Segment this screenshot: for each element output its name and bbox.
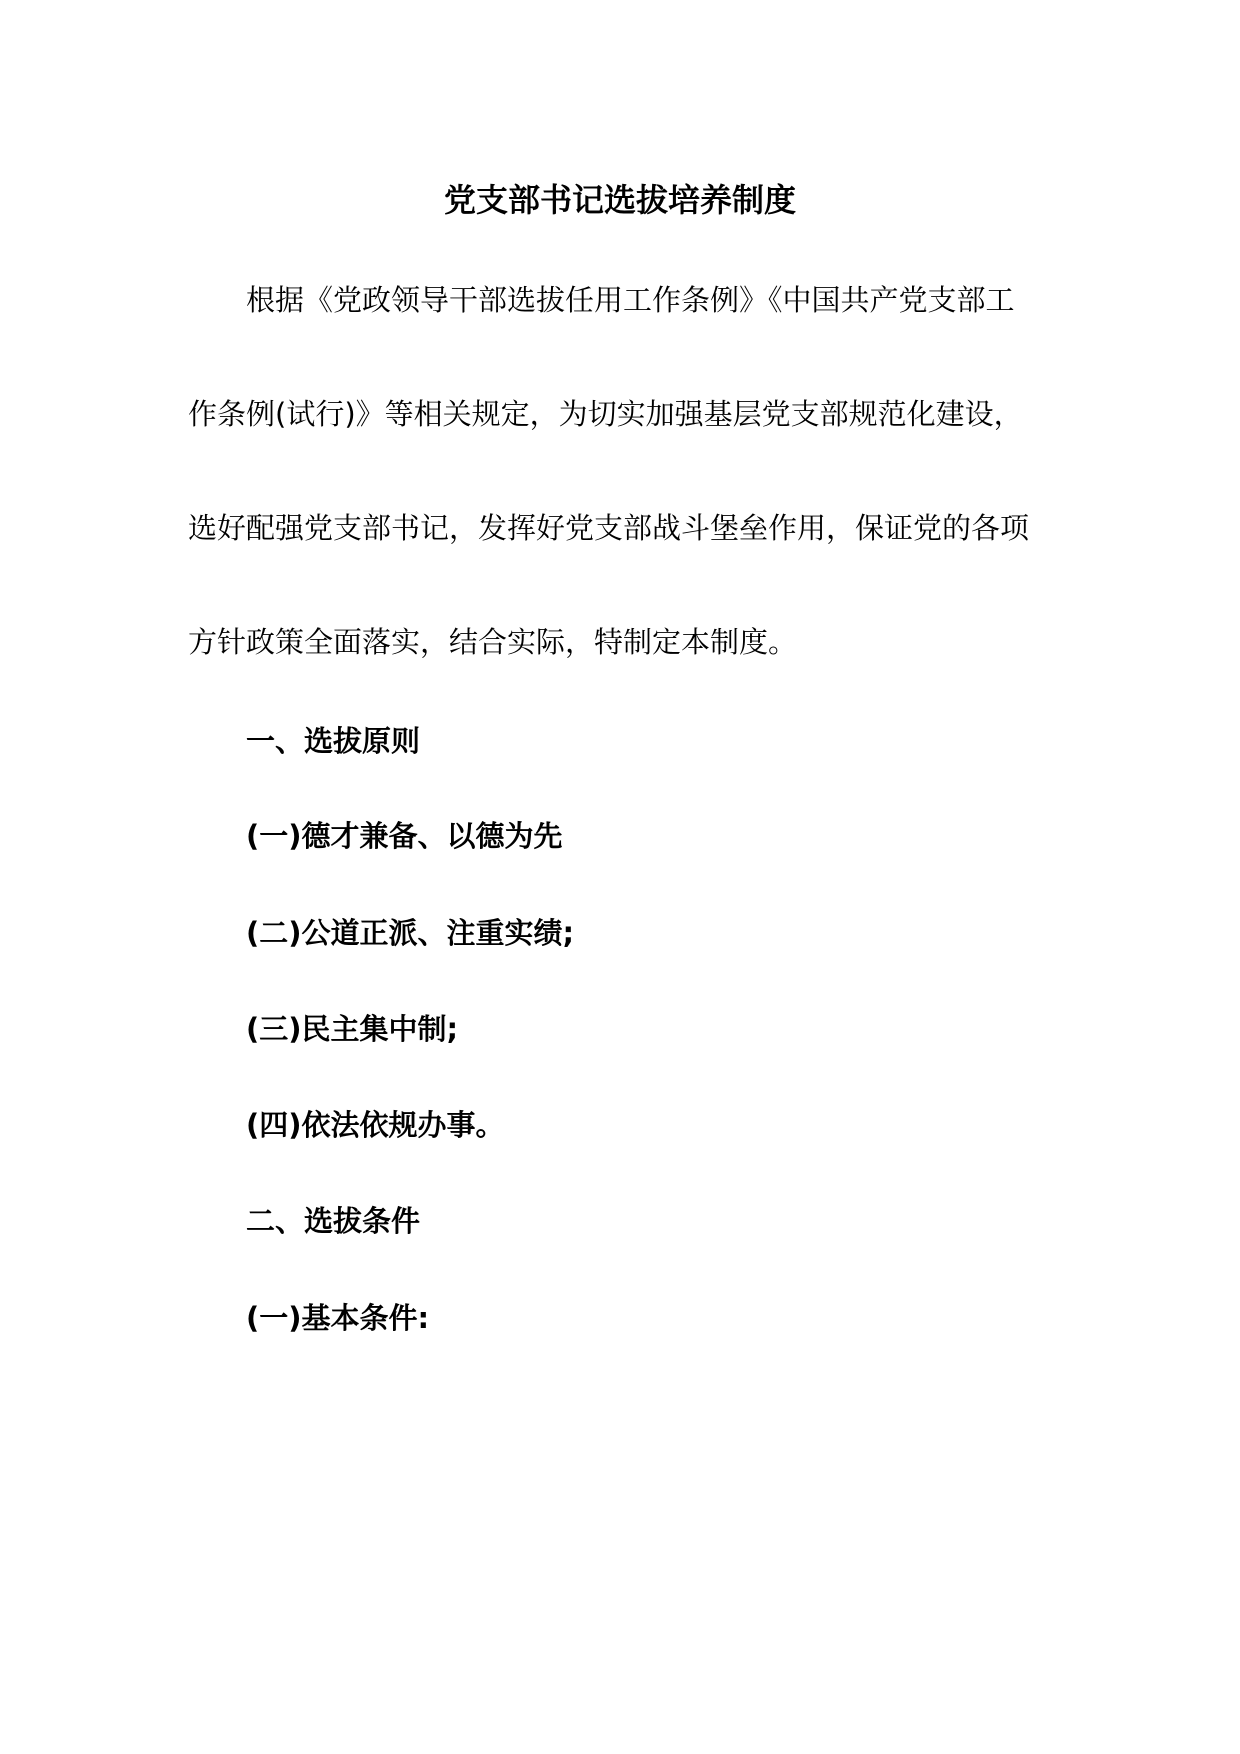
- intro-paragraph-line: 作条例(试行)》等相关规定，为切实加强基层党支部规范化建设，: [188, 397, 1023, 431]
- principle-item: (四)依法依规办事。: [246, 1108, 505, 1142]
- condition-item: (一)基本条件:: [246, 1301, 430, 1335]
- principle-item: (三)民主集中制;: [246, 1012, 459, 1046]
- document-title: 党支部书记选拔培养制度: [443, 181, 796, 219]
- intro-paragraph-line: 根据《党政领导干部选拔任用工作条例》《中国共产党支部工: [246, 283, 1015, 317]
- intro-paragraph-line: 方针政策全面落实，结合实际，特制定本制度。: [188, 625, 798, 659]
- section-heading-selection-conditions: 二、选拔条件: [246, 1204, 421, 1238]
- intro-paragraph-line: 选好配强党支部书记，发挥好党支部战斗堡垒作用，保证党的各项: [188, 511, 1030, 545]
- principle-item: (一)德才兼备、以德为先: [246, 819, 563, 853]
- section-heading-selection-principles: 一、选拔原则: [246, 724, 421, 758]
- principle-item: (二)公道正派、注重实绩;: [246, 916, 575, 950]
